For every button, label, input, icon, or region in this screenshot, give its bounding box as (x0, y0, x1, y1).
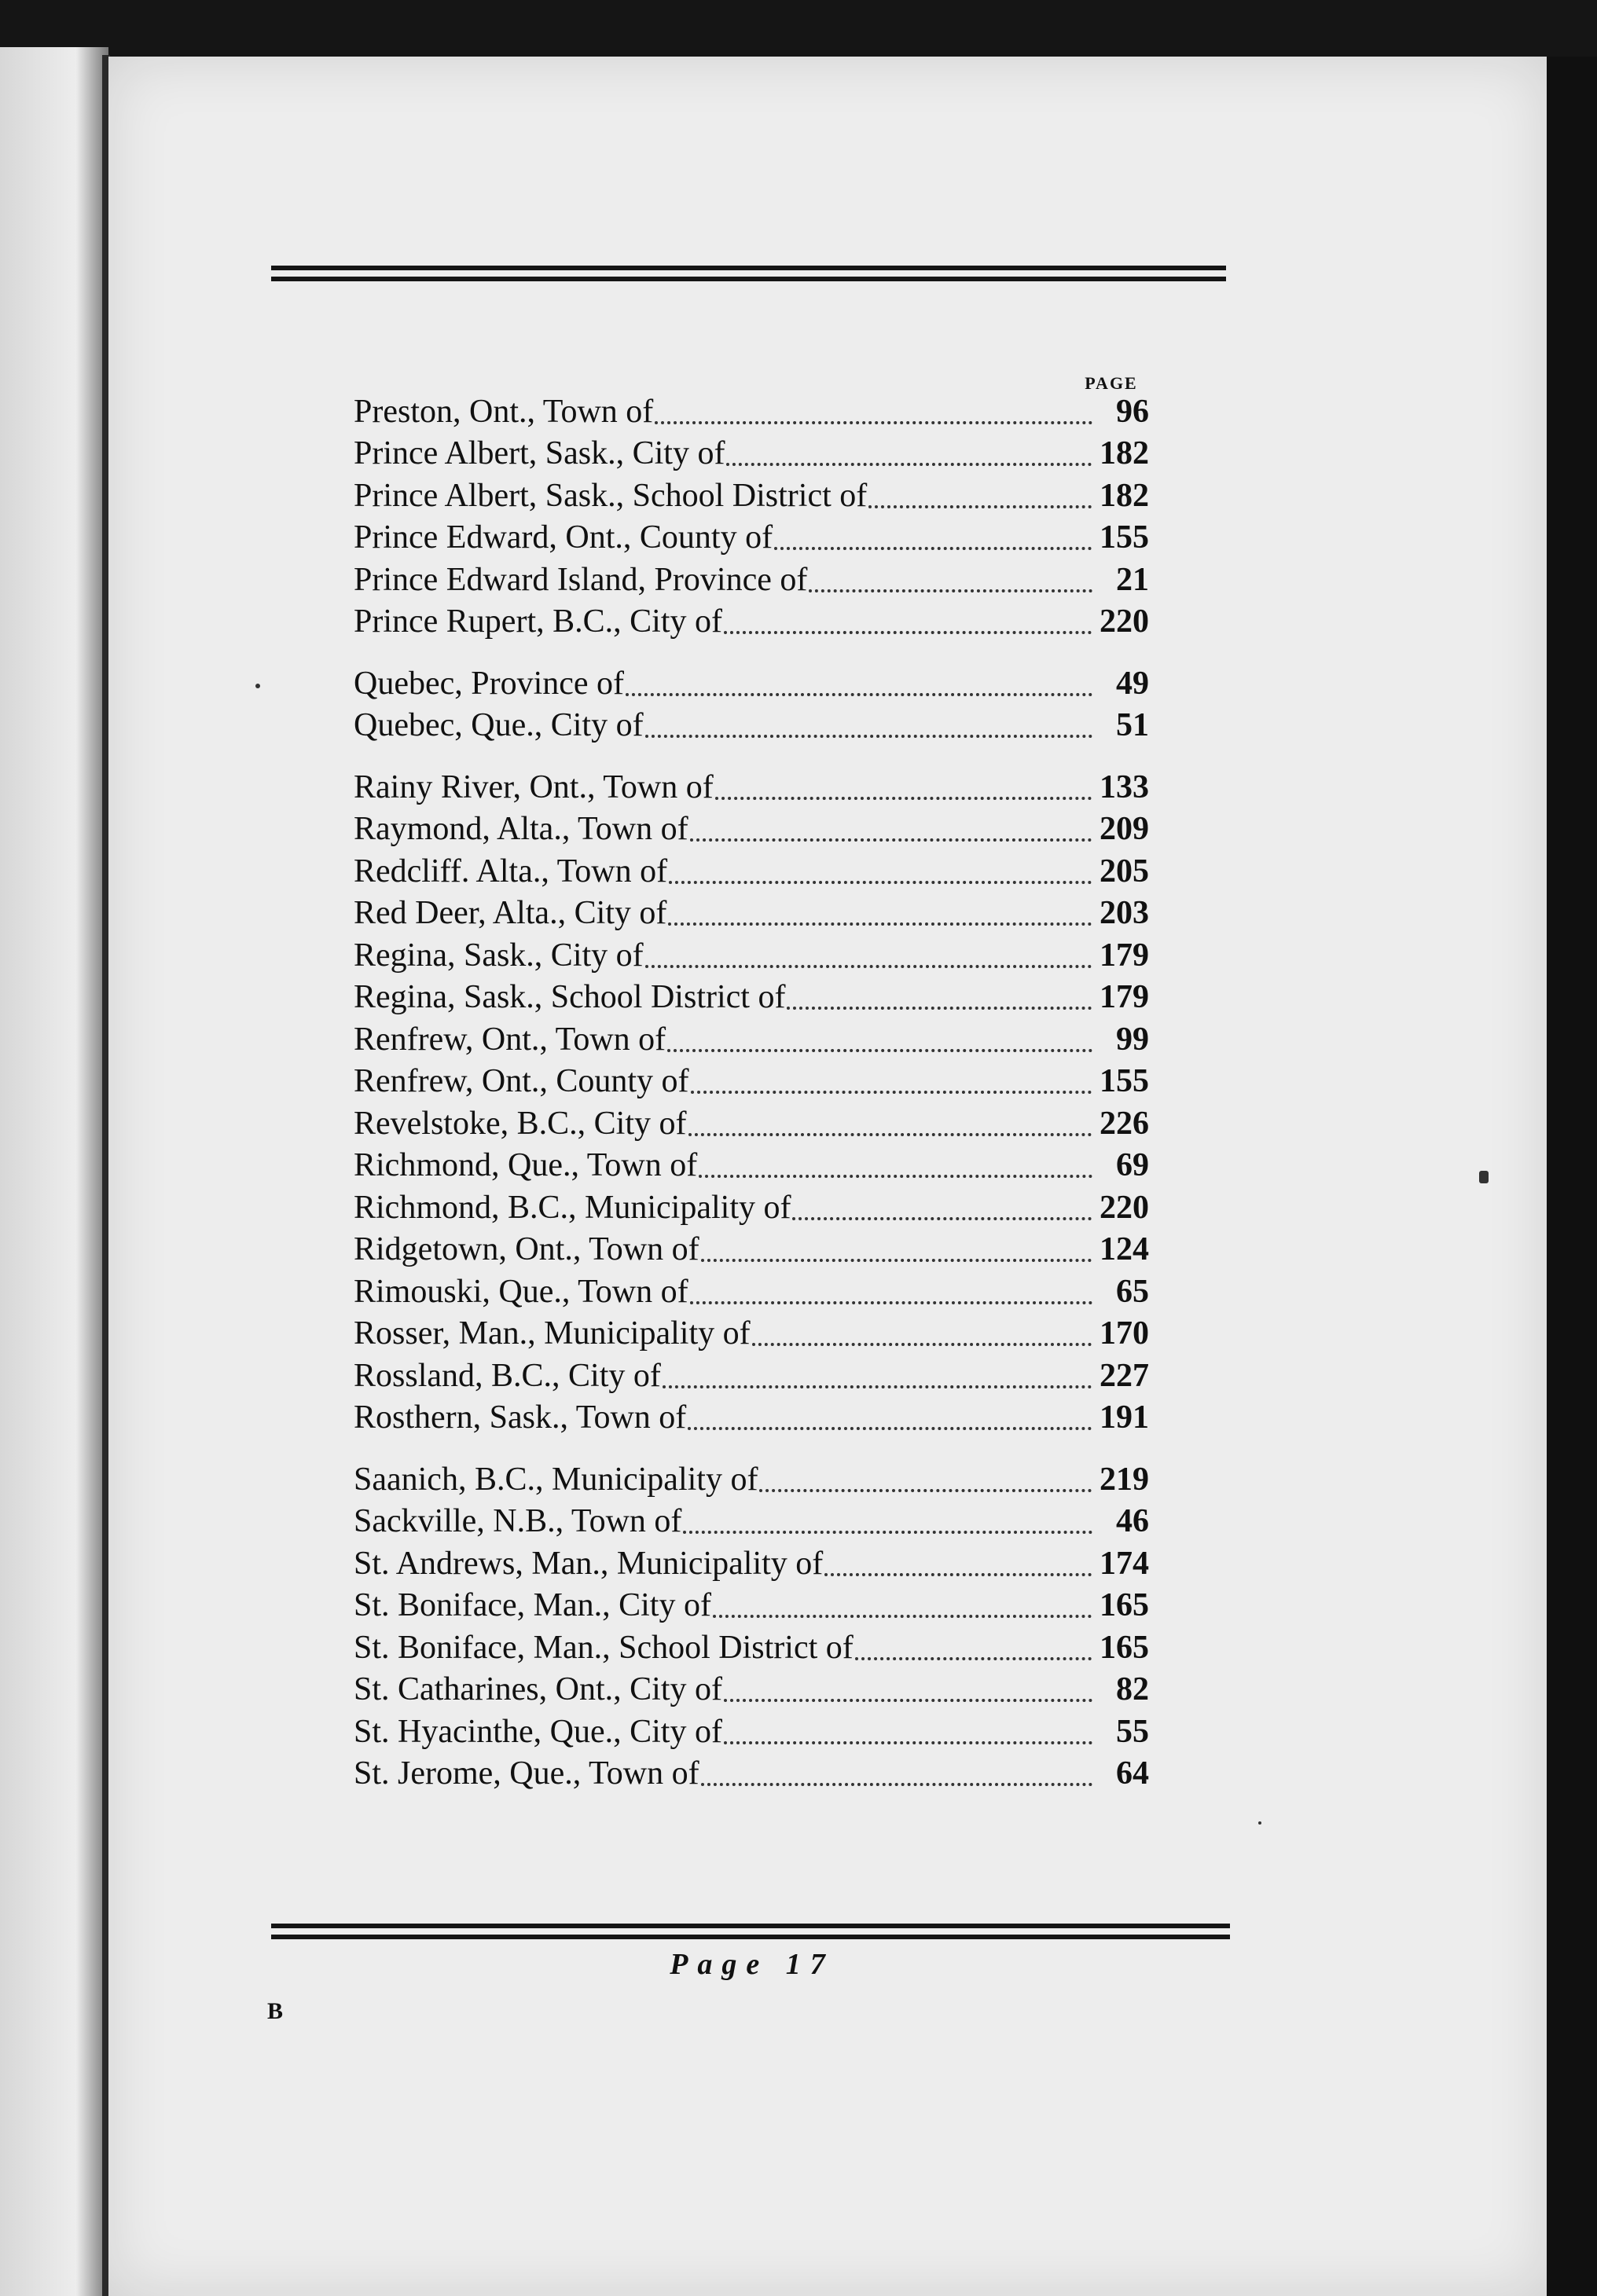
entry-page-number: 219 (1100, 1461, 1149, 1498)
entry-page-number: 165 (1100, 1629, 1149, 1666)
entry-page-number: 55 (1116, 1713, 1149, 1750)
index-entry (354, 1585, 1149, 1627)
leader-dots (663, 1385, 1092, 1388)
index-entry (354, 1501, 1149, 1543)
entry-label: Preston, Ont., Town of (354, 393, 654, 430)
entry-page-number: 170 (1100, 1315, 1149, 1352)
entry-page-number: 133 (1100, 768, 1149, 805)
index-entry (354, 850, 1149, 893)
signature-letter: B (267, 1998, 284, 2024)
index-entry (354, 391, 1149, 433)
entry-page-number: 209 (1100, 811, 1149, 847)
leader-dots (626, 692, 1092, 696)
index-entry (354, 1627, 1149, 1669)
leader-dots (868, 504, 1092, 508)
index-group-p (354, 391, 1149, 643)
index-entry (354, 1061, 1149, 1103)
leader-dots (669, 880, 1092, 884)
entry-page-number: 65 (1116, 1273, 1149, 1310)
footer-page-number: Page 17 (670, 1948, 835, 1981)
leader-dots (688, 1426, 1092, 1430)
entry-page-number: 182 (1100, 477, 1149, 514)
entry-label: St. Hyacinthe, Que., City of (354, 1713, 722, 1750)
leader-dots (759, 1488, 1092, 1492)
index-entry (354, 1753, 1149, 1795)
leader-dots (683, 1530, 1092, 1534)
leader-dots (787, 1006, 1092, 1010)
entry-label: Regina, Sask., City of (354, 937, 644, 974)
entry-page-number: 226 (1100, 1105, 1149, 1142)
leader-dots (691, 1090, 1092, 1094)
leader-dots (715, 796, 1092, 800)
leader-dots (645, 964, 1092, 968)
leader-dots (724, 1698, 1092, 1702)
index-entry (354, 1102, 1149, 1145)
entry-label: Saanich, B.C., Municipality of (354, 1461, 758, 1498)
entry-page-number: 96 (1116, 393, 1149, 430)
entry-page-number: 64 (1116, 1755, 1149, 1792)
index-list (354, 391, 1149, 1814)
leader-dots (688, 1132, 1092, 1136)
entry-label: Prince Albert, Sask., City of (354, 435, 725, 471)
entry-page-number: 49 (1116, 665, 1149, 702)
leader-dots (713, 1614, 1092, 1618)
index-entry (354, 559, 1149, 601)
entry-label: Richmond, B.C., Municipality of (354, 1189, 791, 1226)
index-entry (354, 809, 1149, 851)
leader-dots (690, 1300, 1092, 1304)
entry-label: Raymond, Alta., Town of (354, 811, 688, 847)
leader-dots (774, 546, 1092, 550)
index-entry (354, 977, 1149, 1019)
entry-page-number: 99 (1116, 1021, 1149, 1058)
leader-dots (724, 1740, 1092, 1744)
entry-page-number: 124 (1100, 1231, 1149, 1267)
entry-label: Rosser, Man., Municipality of (354, 1315, 751, 1352)
leader-dots (792, 1216, 1092, 1220)
index-entry (354, 1669, 1149, 1711)
entry-page-number: 46 (1116, 1503, 1149, 1539)
entry-label: Prince Edward, Ont., County of (354, 519, 773, 556)
leader-dots (752, 1342, 1092, 1346)
entry-page-number: 51 (1116, 707, 1149, 743)
leader-dots (724, 630, 1092, 634)
entry-page-number: 220 (1100, 1189, 1149, 1226)
entry-page-number: 205 (1100, 853, 1149, 889)
entry-label: Prince Rupert, B.C., City of (354, 603, 722, 640)
leader-dots (668, 922, 1092, 926)
leader-dots (645, 734, 1092, 738)
index-entry (354, 1355, 1149, 1397)
entry-label: Red Deer, Alta., City of (354, 895, 667, 931)
entry-page-number: 182 (1100, 435, 1149, 471)
entry-page-number: 165 (1100, 1587, 1149, 1623)
index-entry (354, 1542, 1149, 1585)
entry-label: Regina, Sask., School District of (354, 979, 786, 1015)
entry-label: Quebec, Que., City of (354, 707, 644, 743)
index-entry (354, 1397, 1149, 1440)
entry-label: Rosthern, Sask., Town of (354, 1399, 687, 1436)
index-entry (354, 1711, 1149, 1753)
top-double-rule (271, 266, 1226, 281)
index-entry (354, 601, 1149, 644)
entry-label: Rimouski, Que., Town of (354, 1273, 688, 1310)
index-group-s (354, 1458, 1149, 1795)
entry-label: Quebec, Province of (354, 665, 625, 702)
scan-speck (1258, 1821, 1261, 1825)
index-entry (354, 433, 1149, 475)
leader-dots (809, 589, 1092, 592)
index-entry (354, 662, 1149, 705)
entry-page-number: 179 (1100, 937, 1149, 974)
index-entry (354, 705, 1149, 747)
index-group-r (354, 766, 1149, 1439)
entry-label: St. Jerome, Que., Town of (354, 1755, 699, 1792)
entry-page-number: 220 (1100, 603, 1149, 640)
leader-dots (667, 1048, 1092, 1052)
leader-dots (824, 1572, 1092, 1576)
index-entry (354, 934, 1149, 977)
index-entry (354, 475, 1149, 517)
index-entry (354, 1187, 1149, 1229)
entry-label: Prince Edward Island, Province of (354, 561, 808, 598)
index-entry (354, 1313, 1149, 1355)
leader-dots (855, 1656, 1092, 1660)
entry-page-number: 155 (1100, 1063, 1149, 1099)
leader-dots (699, 1174, 1092, 1178)
entry-page-number: 179 (1100, 979, 1149, 1015)
entry-label: Rainy River, Ont., Town of (354, 768, 714, 805)
entry-label: St. Boniface, Man., School District of (354, 1629, 854, 1666)
entry-label: Redcliff. Alta., Town of (354, 853, 668, 889)
entry-page-number: 203 (1100, 895, 1149, 931)
leader-dots (726, 462, 1092, 466)
entry-label: St. Andrews, Man., Municipality of (354, 1545, 824, 1582)
entry-label: St. Boniface, Man., City of (354, 1587, 711, 1623)
left-page-edge (0, 47, 108, 2296)
index-entry (354, 1018, 1149, 1061)
entry-label: Prince Albert, Sask., School District of (354, 477, 868, 514)
index-entry (354, 1271, 1149, 1313)
entry-page-number: 155 (1100, 519, 1149, 556)
entry-label: Revelstoke, B.C., City of (354, 1105, 687, 1142)
bottom-double-rule (271, 1924, 1230, 1939)
entry-label: Sackville, N.B., Town of (354, 1503, 682, 1539)
entry-label: Richmond, Que., Town of (354, 1147, 698, 1183)
index-entry (354, 517, 1149, 559)
entry-page-number: 69 (1116, 1147, 1149, 1183)
leader-dots (655, 420, 1092, 424)
entry-page-number: 21 (1116, 561, 1149, 598)
index-entry (354, 1458, 1149, 1501)
entry-page-number: 174 (1100, 1545, 1149, 1582)
right-dark-border (1547, 57, 1597, 2296)
index-entry (354, 766, 1149, 809)
leader-dots (690, 838, 1092, 842)
entry-label: Rossland, B.C., City of (354, 1357, 661, 1394)
index-entry (354, 1145, 1149, 1187)
scan-speck (1479, 1171, 1489, 1183)
index-entry (354, 1229, 1149, 1271)
index-group-q (354, 662, 1149, 746)
entry-label: Renfrew, Ont., County of (354, 1063, 689, 1099)
index-entry (354, 893, 1149, 935)
entry-page-number: 191 (1100, 1399, 1149, 1436)
entry-label: Ridgetown, Ont., Town of (354, 1231, 699, 1267)
entry-page-number: 82 (1116, 1671, 1149, 1707)
entry-label: Renfrew, Ont., Town of (354, 1021, 666, 1058)
leader-dots (701, 1258, 1092, 1262)
leader-dots (701, 1782, 1092, 1786)
scan-speck (255, 684, 260, 688)
page-column-heading: PAGE (1085, 373, 1138, 393)
entry-page-number: 227 (1100, 1357, 1149, 1394)
entry-label: St. Catharines, Ont., City of (354, 1671, 722, 1707)
